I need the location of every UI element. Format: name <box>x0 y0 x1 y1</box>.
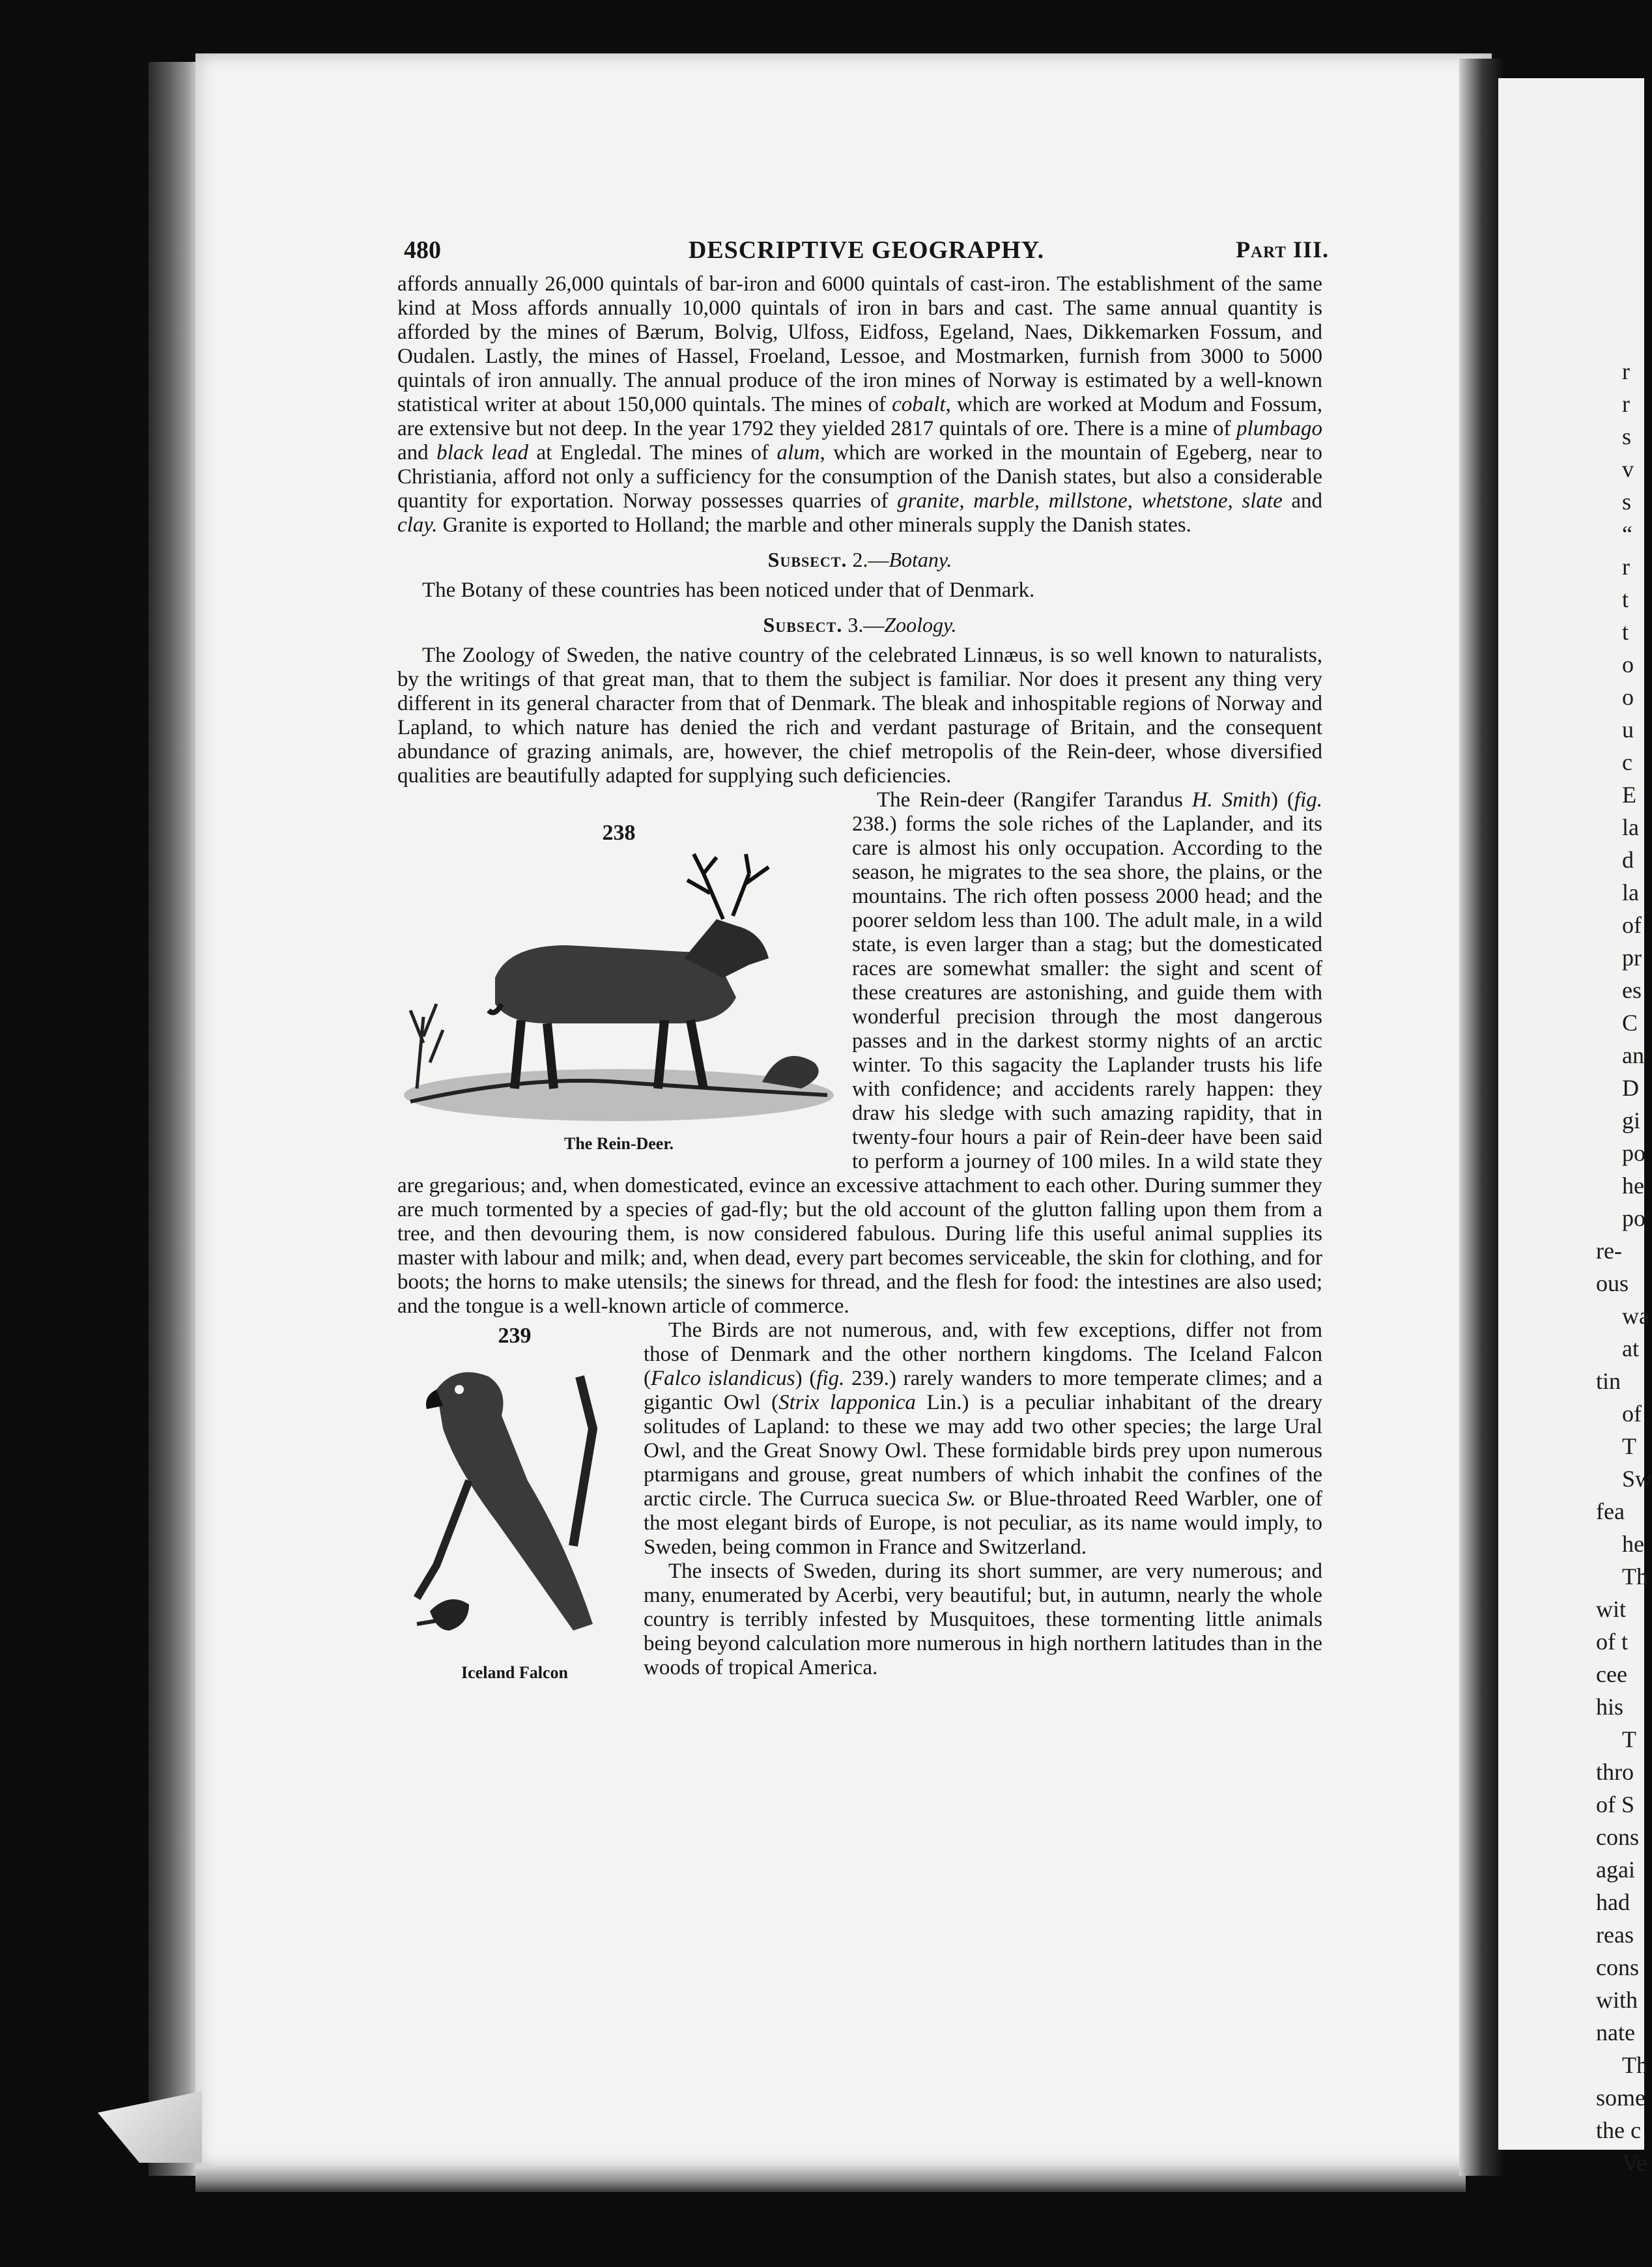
facing-page-text: o <box>1622 684 1634 710</box>
facing-page-text: tin <box>1596 1368 1621 1394</box>
facing-page-text: o <box>1622 651 1634 677</box>
facing-page-text: v <box>1622 456 1634 482</box>
facing-page-text: r <box>1622 358 1630 384</box>
facing-page-text: la <box>1622 814 1639 840</box>
paragraph-botany: The Botany of these countries has been noticed under that of Denmark. <box>422 578 1035 602</box>
falcon-icon <box>397 1350 632 1657</box>
facing-page-text: Th <box>1622 1563 1648 1590</box>
paragraph-zoology: The Zoology of Sweden, the native country of the celebrated Linnæus, is so well known to naturalists, by the writings of that great man, that to them the subject is familiar. Nor does it present any thing very different in its general character from that of Denmark. The bleak and inhospitable regions of Norway and Lapland, to which nature has denied the rich and verdant pasturage of Britain, and the consequent abundance of grazing animals, are, however, the chief metropolis of the Rein-deer, whose diversified qualities are beautifully adapted for supplying such deficiencies. <box>397 644 1322 788</box>
facing-page-text: E <box>1622 782 1636 808</box>
facing-page-text: agai <box>1596 1857 1635 1883</box>
facing-page-text: r <box>1622 391 1630 417</box>
facing-page-text: he <box>1622 1531 1644 1557</box>
facing-page-text: Sw <box>1622 1466 1652 1492</box>
facing-page-text: po <box>1622 1205 1645 1231</box>
facing-page-text: of S <box>1596 1791 1635 1818</box>
running-head <box>404 236 1329 268</box>
paragraph-birds: 239 Iceland Falcon The Birds are not numerous, and, with few exceptions, differ not from those of Denmark and the other northern kingdoms. The Iceland Falcon (Falco islandicus) (fig. 239.) rarely wanders to more temperate climes; and a gigantic Owl (Strix lapponica Lin.) is a peculiar inhabitant of the dreary solitudes of Lapland: to these we may add two other species; the large Ural Owl, and the Great Snowy Owl. These formidable birds prey upon numerous ptarmigans and grouse, great numbers of which inhabit the confines of the arctic circle. The Curruca suecica Sw. or Blue-throated Reed Warbler, one of the most elegant birds of Europe, is not peculiar, as its name would imply, to Sweden, being common in France and Switzerland. <box>397 1319 1322 1560</box>
page-number: 480 <box>404 236 441 264</box>
facing-page-text: d <box>1622 847 1634 873</box>
facing-page-fragment <box>1498 78 1652 2176</box>
figure-caption: Iceland Falcon <box>461 1663 568 1682</box>
facing-page-text: c <box>1622 749 1632 775</box>
facing-page-text: wit <box>1596 1596 1627 1622</box>
book-edge-bottom <box>195 2166 1466 2192</box>
facing-page-text: cons <box>1596 1954 1639 1980</box>
paragraph-insects: The insects of Sweden, during its short summer, are very numerous; and many, enumerated by Acerbi, very beautiful; but, in autumn, nearly the whole country is terribly infested by Musquitoes, these tormenting little animals being beyond calculation more numerous in high northern latitudes than in the woods of tropical America. <box>644 1560 1322 1679</box>
facing-page-text: Th <box>1622 2052 1648 2078</box>
facing-page-text: t <box>1622 586 1629 612</box>
running-title: DESCRIPTIVE GEOGRAPHY. <box>688 236 1045 264</box>
facing-page-text: Ve <box>1622 2150 1647 2176</box>
facing-page-text: an <box>1622 1042 1644 1068</box>
facing-page-text: es <box>1622 977 1642 1003</box>
book-edge-left <box>149 62 197 2176</box>
page-corner-flap <box>98 2091 202 2163</box>
facing-page-text: of t <box>1596 1629 1628 1655</box>
figure-238 <box>397 814 840 1156</box>
facing-page-text: thro <box>1596 1759 1634 1785</box>
facing-page-text: fea <box>1596 1498 1625 1524</box>
facing-page-text: reas <box>1596 1922 1634 1948</box>
facing-page-text: he <box>1622 1173 1644 1199</box>
facing-page-text: ous <box>1596 1270 1629 1296</box>
subsection-heading-botany: Subsect. 2.—Botany. <box>767 548 952 571</box>
figure-239 <box>397 1324 632 1685</box>
facing-page-text: D <box>1622 1075 1639 1101</box>
facing-page-text: with <box>1596 1987 1638 2013</box>
part-label: Part III. <box>1236 236 1329 263</box>
facing-page-text: nate <box>1596 2019 1635 2046</box>
paragraph-mines: affords annually 26,000 quintals of bar-iron and 6000 quintals of cast-iron. The establishment of the same kind at Moss affords annually 10,000 quintals of iron in bars and cast. The same annual quantity is afforded by the mines of Bærum, Bolvig, Ulfoss, Eidfoss, Egeland, Naes, Dikkemarken Fossum, and Oudalen. Lastly, the mines of Hassel, Froeland, Lessoe, and Mostmarken, furnish from 3000 to 5000 quintals of iron annually. The annual produce of the iron mines of Norway is estimated by a well-known statistical writer at about 150,000 quintals. The mines of cobalt, which are worked at Modum and Fossum, are extensive but not deep. In the year 1792 they yielded 2817 quintals of ore. There is a mine of plumbago and black lead at Engledal. The mines of alum, which are worked in the mountain of Egeberg, near to Christiania, afford not only a sufficiency for the consumption of the Danish states, but also a considerable quantity for exportation. Norway possesses quarries of granite, marble, millstone, whetstone, slate and clay. Granite is exported to Holland; the marble and other minerals supply the Danish states. <box>397 272 1323 537</box>
text-column <box>397 272 1322 1685</box>
facing-page-text: cons <box>1596 1824 1639 1850</box>
facing-page-text: of <box>1622 912 1642 938</box>
facing-page-text: t <box>1622 619 1629 645</box>
facing-page-text: some <box>1596 2085 1645 2111</box>
figure-number: 238 <box>602 821 636 845</box>
facing-page-text: his <box>1596 1694 1624 1720</box>
facing-page-text: s <box>1622 423 1632 449</box>
facing-page-text: the c <box>1596 2117 1641 2143</box>
facing-page-text: po <box>1622 1140 1645 1166</box>
facing-page-text: T <box>1622 1726 1636 1752</box>
facing-page-text: had <box>1596 1889 1630 1915</box>
paragraph-reindeer: 238 The Rein-Deer. The Rein-deer (Rangifer Tarandus H. Smith) (fig. 238.) forms the sole riches of the Laplander, and its care is almost his only occupation. According to the season, he migrates to the sea shore, the plains, or the mountains. The rich often possess 2000 head; and the poorer seldom less than 100. The adult male, in a wild state, is even larger than a stag; but the domesticated races are somewhat smaller: the sight and scent of these creatures are astonishing, and guide them with wonderful precision through the most dangerous passes and in the darkest stormy nights of an arctic winter. To this sagacity the Laplander trusts his life with confidence; and accidents rarely happen: they draw his sledge with such amazing rapidity, that in twenty-four hours a pair of Rein-deer have been said to perform a journey of 100 miles. In a wild state they are gregarious; and, when domesticated, evince an excessive attachment to each other. During summer they are much tormented by a species of gad-fly; but the old account of the glutton falling upon them from a tree, and then devouring them, is now considered fabulous. During life this useful animal supplies its master with labour and milk; and, when dead, every part becomes serviceable, the skin for clothing, and for boots; the horns to make utensils; the sinews for thread, and the flesh for food: the intestines are also used; and the tongue is a well-known article of commerce. <box>397 788 1322 1318</box>
facing-page-text: la <box>1622 879 1639 905</box>
facing-page-text: C <box>1622 1010 1638 1036</box>
facing-page-text: r <box>1622 554 1630 580</box>
facing-page-text: wa <box>1622 1303 1649 1329</box>
facing-page-text: T <box>1622 1433 1636 1459</box>
facing-page-text: u <box>1622 717 1634 743</box>
figure-caption: The Rein-Deer. <box>563 1134 674 1153</box>
facing-page-text: pr <box>1622 945 1642 971</box>
facing-page-text: “ <box>1622 521 1632 547</box>
facing-page-text: at <box>1622 1335 1639 1362</box>
facing-page-text: re- <box>1596 1238 1622 1264</box>
facing-page-text: s <box>1622 489 1632 515</box>
facing-page-text: cee <box>1596 1661 1627 1687</box>
subsection-heading-zoology: Subsect. 3.—Zoology. <box>763 613 957 636</box>
reindeer-icon <box>397 848 840 1128</box>
figure-number: 239 <box>498 1324 532 1348</box>
facing-page-text: of <box>1622 1401 1642 1427</box>
facing-page-text: gi <box>1622 1107 1641 1134</box>
